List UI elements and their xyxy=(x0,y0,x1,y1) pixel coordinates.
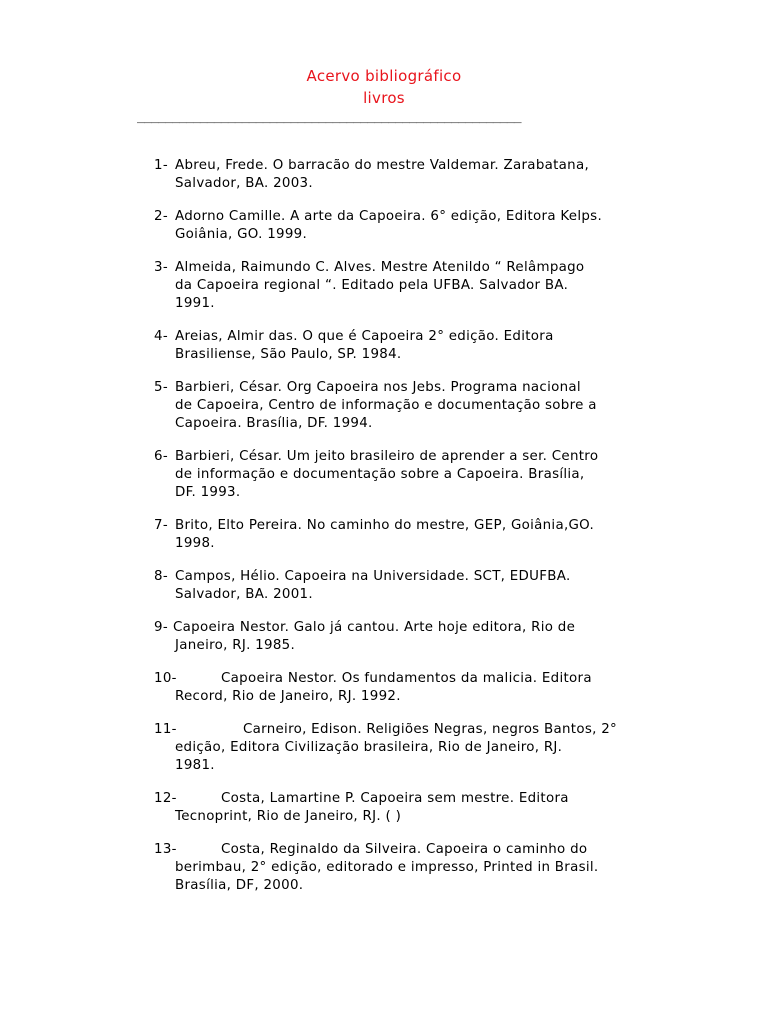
reference-line: edição, Editora Civilização brasileira, Rio de Janeiro, RJ. xyxy=(175,740,563,755)
reference-line: Almeida, Raimundo C. Alves. Mestre Atenildo “ Relâmpago xyxy=(175,260,585,275)
reference-line: Costa, Reginaldo da Silveira. Capoeira o caminho do xyxy=(221,842,588,857)
reference-number: 5- xyxy=(154,380,168,395)
reference-item xyxy=(154,448,674,502)
reference-line: Adorno Camille. A arte da Capoeira. 6° edição, Editora Kelps. xyxy=(175,209,603,224)
document-subtitle: livros xyxy=(363,89,405,107)
reference-line: Abreu, Frede. O barracão do mestre Valdemar. Zarabatana, xyxy=(175,158,590,173)
reference-line: Salvador, BA. 2003. xyxy=(175,176,313,191)
reference-item xyxy=(154,568,674,604)
reference-line: Brasília, DF, 2000. xyxy=(175,878,304,893)
document-title: Acervo bibliográfico xyxy=(306,67,462,85)
reference-line: Record, Rio de Janeiro, RJ. 1992. xyxy=(175,689,401,704)
reference-number: 12- xyxy=(154,791,177,806)
reference-line: Janeiro, RJ. 1985. xyxy=(175,638,296,653)
reference-item xyxy=(154,328,674,364)
reference-line: Barbieri, César. Um jeito brasileiro de aprender a ser. Centro xyxy=(175,449,599,464)
reference-line: Brasiliense, São Paulo, SP. 1984. xyxy=(175,347,402,362)
reference-line: Campos, Hélio. Capoeira na Universidade. SCT, EDUFBA. xyxy=(175,569,571,584)
reference-line: Capoeira. Brasília, DF. 1994. xyxy=(175,416,373,431)
reference-line: 1998. xyxy=(175,536,215,551)
reference-item xyxy=(154,517,674,553)
reference-line: Capoeira Nestor. Os fundamentos da malicia. Editora xyxy=(221,671,592,686)
reference-number: 9- xyxy=(154,620,168,635)
reference-item xyxy=(154,670,674,706)
reference-number: 11- xyxy=(154,722,177,737)
reference-line: Capoeira Nestor. Galo já cantou. Arte hoje editora, Rio de xyxy=(173,620,576,635)
reference-number: 8- xyxy=(154,569,168,584)
underscore-rule: _______________________________________________________ xyxy=(137,109,521,124)
reference-line: Tecnoprint, Rio de Janeiro, RJ. ( ) xyxy=(175,809,402,824)
reference-line: Barbieri, César. Org Capoeira nos Jebs. Programa nacional xyxy=(175,380,581,395)
reference-number: 13- xyxy=(154,842,177,857)
reference-number: 7- xyxy=(154,518,168,533)
reference-line: da Capoeira regional “. Editado pela UFBA. Salvador BA. xyxy=(175,278,569,293)
reference-number: 3- xyxy=(154,260,168,275)
reference-item xyxy=(154,379,674,433)
reference-item xyxy=(154,841,674,895)
reference-line: DF. 1993. xyxy=(175,485,241,500)
reference-item xyxy=(154,259,674,313)
reference-line: Areias, Almir das. O que é Capoeira 2° edição. Editora xyxy=(175,329,554,344)
reference-line: Goiânia, GO. 1999. xyxy=(175,227,308,242)
reference-line: berimbau, 2° edição, editorado e impresso, Printed in Brasil. xyxy=(175,860,599,875)
reference-item xyxy=(154,721,674,775)
reference-item xyxy=(154,208,674,244)
reference-line: de informação e documentação sobre a Capoeira. Brasília, xyxy=(175,467,585,482)
reference-line: Carneiro, Edison. Religiões Negras, negros Bantos, 2° xyxy=(243,722,618,737)
reference-line: 1981. xyxy=(175,758,215,773)
reference-number: 1- xyxy=(154,158,168,173)
reference-line: Brito, Elto Pereira. No caminho do mestre, GEP, Goiânia,GO. xyxy=(175,518,595,533)
reference-line: 1991. xyxy=(175,296,215,311)
reference-item xyxy=(154,157,674,193)
reference-number: 10- xyxy=(154,671,177,686)
reference-item xyxy=(154,619,674,655)
reference-item xyxy=(154,790,674,826)
reference-number: 6- xyxy=(154,449,168,464)
reference-line: Costa, Lamartine P. Capoeira sem mestre. Editora xyxy=(221,791,569,806)
reference-line: de Capoeira, Centro de informação e documentação sobre a xyxy=(175,398,597,413)
reference-number: 2- xyxy=(154,209,168,224)
reference-list xyxy=(154,157,674,910)
reference-line: Salvador, BA. 2001. xyxy=(175,587,313,602)
reference-number: 4- xyxy=(154,329,168,344)
